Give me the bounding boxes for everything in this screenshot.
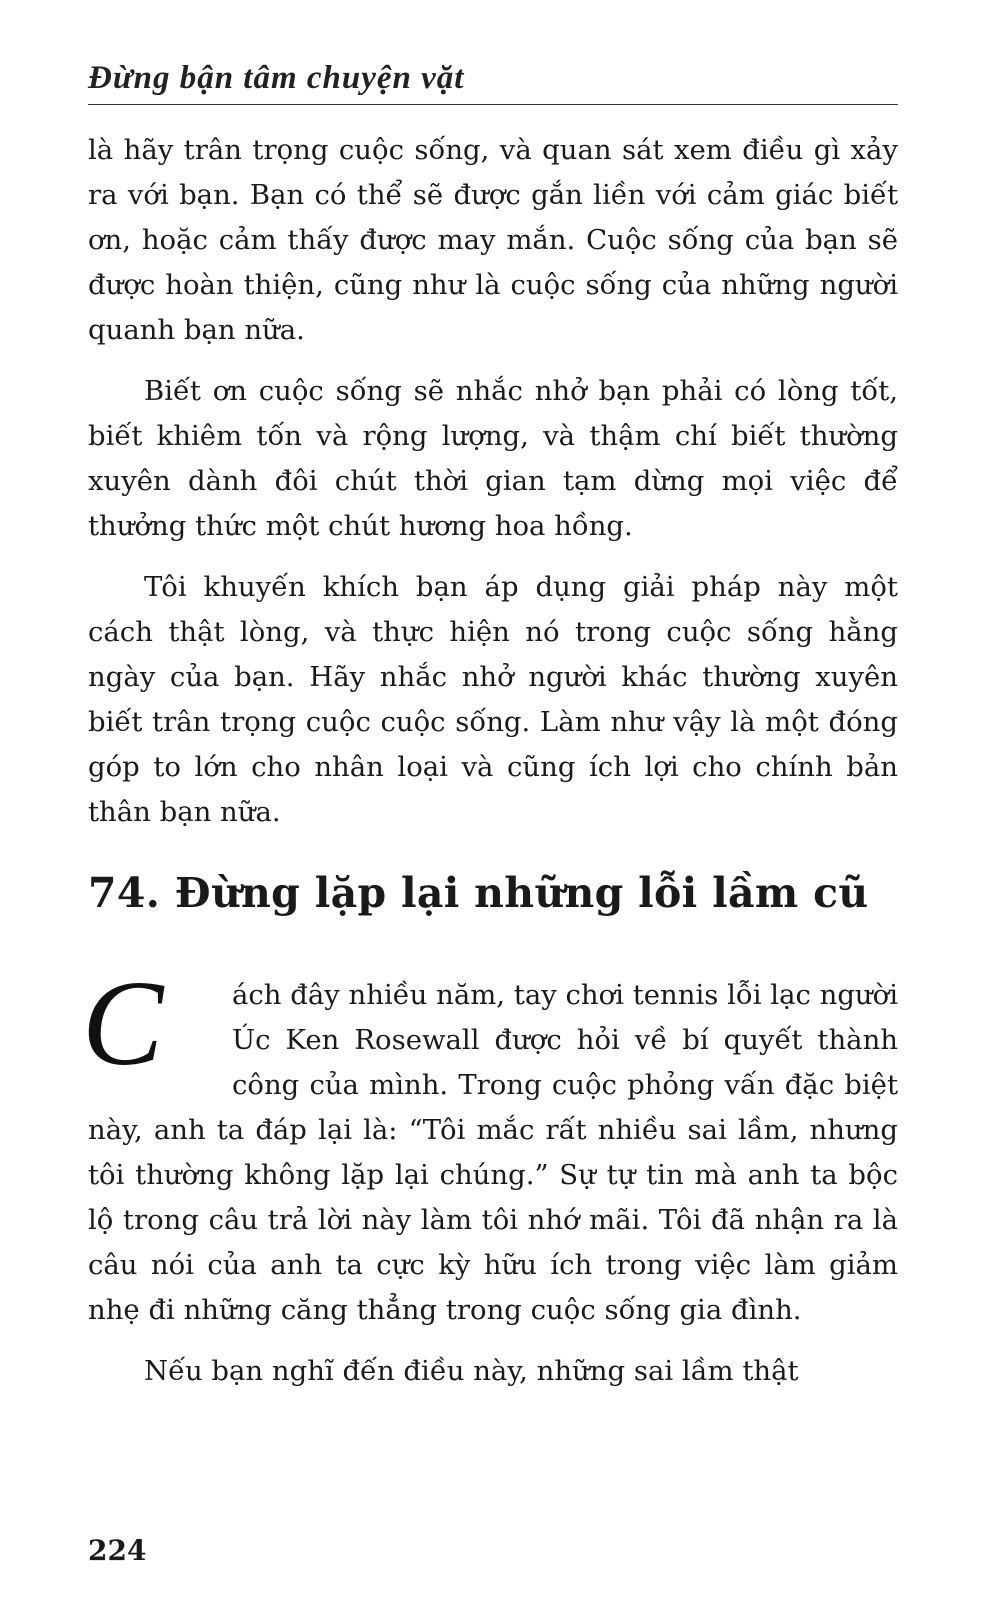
dropcap-letter: C — [82, 956, 164, 1091]
dropcap-paragraph — [82, 956, 898, 1333]
paragraph-last: Nếu bạn nghĩ đến điều này, những sai lầm thật — [144, 1355, 799, 1387]
header-rule — [88, 104, 898, 105]
body-text — [82, 128, 898, 1410]
section-title: 74. Đừng lặp lại những lỗi lầm cũ — [88, 869, 869, 917]
paragraph-2: Biết ơn cuộc sống sẽ nhắc nhở bạn phải có lòng tốt, biết khiêm tốn và rộng lượng, và thậm chí biết thường xuyên dành đôi chút thời gian tạm dừng mọi việc để thưởng thức một chút hương hoa hồng. — [88, 375, 898, 542]
dropcap-paragraph-text: ách đây nhiều năm, tay chơi tennis lỗi lạc người Úc Ken Rosewall được hỏi về bí quyết thành công của mình. Trong cuộc phỏng vấn đặc biệt này, anh ta đáp lại là: “Tôi mắc rất nhiều sai lầm, nhưng tôi thường không lặp lại chúng.” Sự tự tin mà anh ta bộc lộ trong câu trả lời này làm tôi nhớ mãi. Tôi đã nhận ra là câu nói của anh ta cực kỳ hữu ích trong việc làm giảm nhẹ đi những căng thẳng trong cuộc sống gia đình. — [88, 979, 898, 1326]
page-number: 224 — [88, 1534, 147, 1567]
paragraph-1: là hãy trân trọng cuộc sống, và quan sát xem điều gì xảy ra với bạn. Bạn có thể sẽ được gắn liền với cảm giác biết ơn, hoặc cảm thấy được may mắn. Cuộc sống của bạn sẽ được hoàn thiện, cũng như là cuộc sống của những người quanh bạn nữa. — [88, 134, 898, 346]
paragraph-3: Tôi khuyến khích bạn áp dụng giải pháp này một cách thật lòng, và thực hiện nó trong cuộc sống hằng ngày của bạn. Hãy nhắc nhở người khác thường xuyên biết trân trọng cuộc cuộc sống. Làm như vậy là một đóng góp to lớn cho nhân loại và cũng ích lợi cho chính bản thân bạn nữa. — [88, 571, 898, 828]
running-header: Đừng bận tâm chuyện vặt — [88, 60, 465, 96]
